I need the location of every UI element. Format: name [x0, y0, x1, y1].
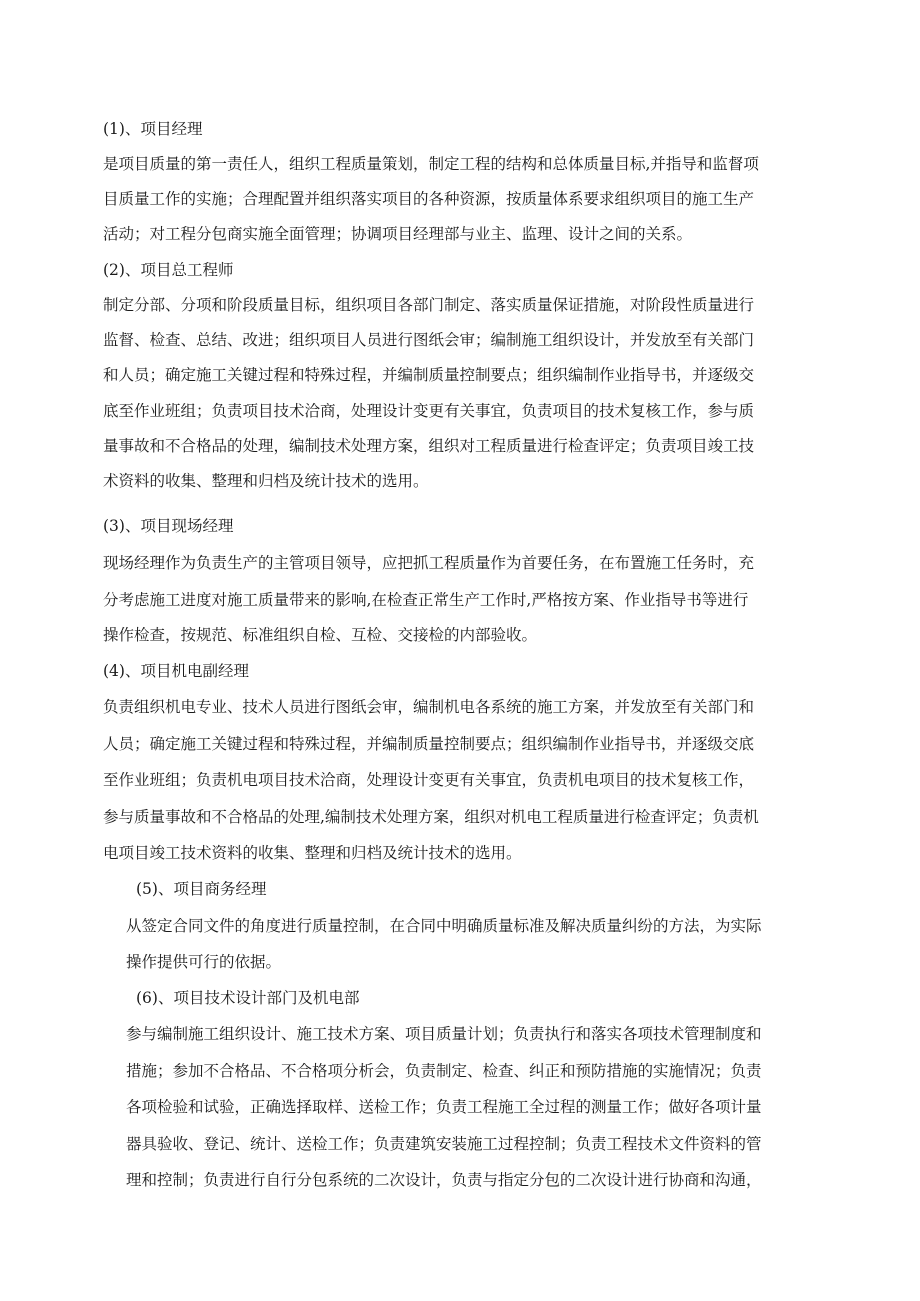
paragraph-line: 制定分部、分项和阶段质量目标，组织项目各部门制定、落实质量保证措施，对阶段性质量进行 [103, 296, 755, 314]
paragraph-line: 活动；对工程分包商实施全面管理；协调项目经理部与业主、监理、设计之间的关系。 [103, 225, 693, 243]
paragraph-line: 至作业班组；负责机电项目技术洽商，处理设计变更有关事宜，负责机电项目的技术复核工作， [103, 771, 755, 789]
paragraph-line: 分考虑施工进度对施工质量带来的影响,在检查正常生产工作时,严格按方案、作业指导书等进行 [103, 591, 749, 609]
paragraph-line: 措施；参加不合格品、不合格项分析会，负责制定、检查、纠正和预防措施的实施情况；负责 [126, 1062, 762, 1080]
section-heading: (3)、项目现场经理 [103, 517, 234, 535]
paragraph-line: 术资料的收集、整理和归档及统计技术的选用。 [103, 472, 429, 490]
paragraph-line: 人员；确定施工关键过程和特殊过程，并编制质量控制要点；组织编制作业指导书，并逐级交底 [103, 735, 755, 753]
paragraph-line: 电项目竣工技术资料的收集、整理和归档及统计技术的选用。 [103, 844, 522, 862]
paragraph-line: 目质量工作的实施；合理配置并组织落实项目的各种资源，按质量体系要求组织项目的施工生产 [103, 190, 755, 208]
section-heading: (6)、项目技术设计部门及机电部 [136, 989, 360, 1007]
section-heading: (4)、项目机电副经理 [103, 662, 249, 680]
paragraph-line: 器具验收、登记、统计、送检工作；负责建筑安装施工过程控制；负责工程技术文件资料的管 [126, 1135, 762, 1153]
paragraph-line: 是项目质量的第一责任人，组织工程质量策划，制定工程的结构和总体质量目标,并指导和监督项 [103, 155, 759, 173]
section-heading: (2)、项目总工程师 [103, 261, 234, 279]
paragraph-line: 各项检验和试验，正确选择取样、送检工作；负责工程施工全过程的测量工作；做好各项计量 [126, 1098, 762, 1116]
paragraph-line: 底至作业班组；负责项目技术洽商，处理设计变更有关事宜，负责项目的技术复核工作，参与质 [103, 402, 755, 420]
section-heading: (1)、项目经理 [103, 120, 203, 138]
paragraph-line: 从签定合同文件的角度进行质量控制，在合同中明确质量标准及解决质量纠纷的方法，为实际 [126, 917, 762, 935]
paragraph-line: 参与编制施工组织设计、施工技术方案、项目质量计划；负责执行和落实各项技术管理制度和 [126, 1025, 762, 1043]
paragraph-line: 现场经理作为负责生产的主管项目领导，应把抓工程质量作为首要任务，在布置施工任务时，充 [103, 554, 755, 572]
paragraph-line: 监督、检查、总结、改进；组织项目人员进行图纸会审；编制施工组织设计，并发放至有关部门 [103, 331, 755, 349]
paragraph-line: 负责组织机电专业、技术人员进行图纸会审，编制机电各系统的施工方案，并发放至有关部门和 [103, 698, 755, 716]
paragraph-line: 操作检查，按规范、标准组织自检、互检、交接检的内部验收。 [103, 626, 538, 644]
paragraph-line: 参与质量事故和不合格品的处理,编制技术处理方案，组织对机电工程质量进行检查评定；负责机 [103, 808, 759, 826]
section-heading: (5)、项目商务经理 [136, 880, 267, 898]
paragraph-line: 和人员；确定施工关键过程和特殊过程，并编制质量控制要点；组织编制作业指导书，并逐级交 [103, 366, 755, 384]
paragraph-line: 量事故和不合格品的处理，编制技术处理方案，组织对工程质量进行检查评定；负责项目竣工技 [103, 437, 755, 455]
paragraph-line: 理和控制；负责进行自行分包系统的二次设计，负责与指定分包的二次设计进行协商和沟通， [126, 1171, 762, 1189]
paragraph-line: 操作提供可行的依据。 [126, 953, 282, 971]
